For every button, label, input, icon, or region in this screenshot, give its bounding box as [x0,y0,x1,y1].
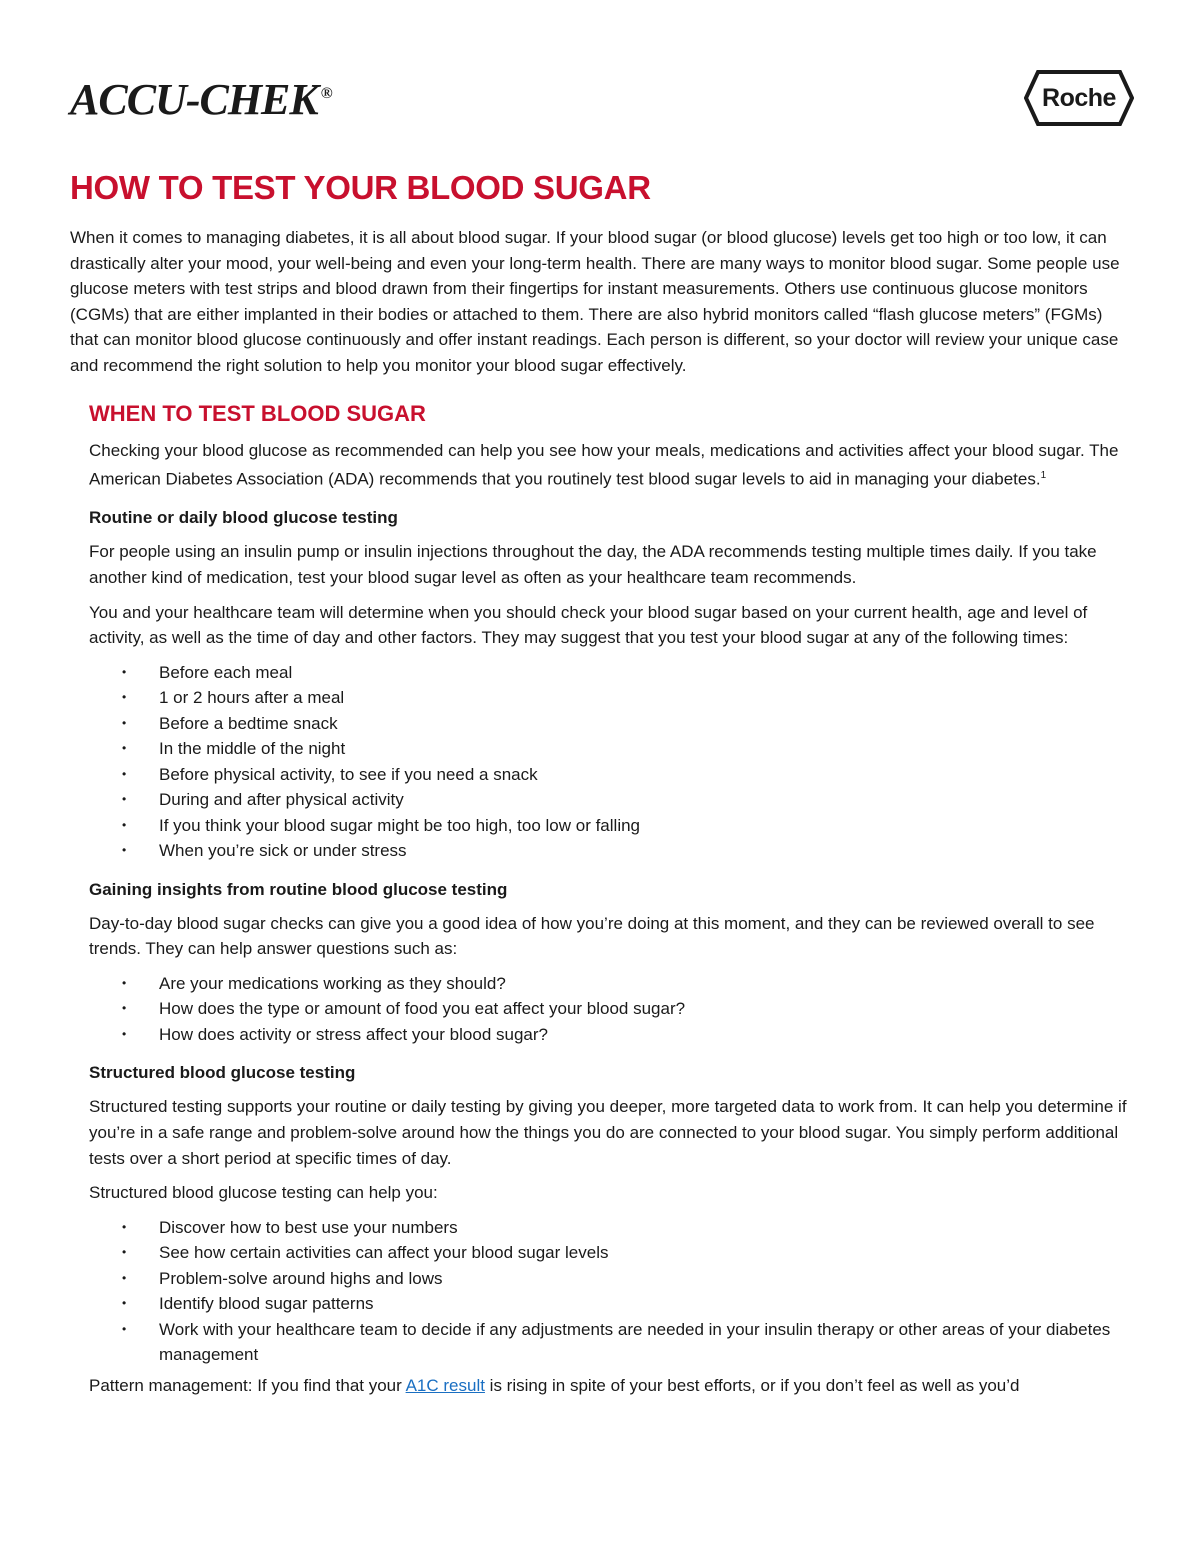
list-item [89,787,1132,813]
insights-heading: Gaining insights from routine blood glucose testing [89,879,508,899]
structured-testing-heading: Structured blood glucose testing [89,1063,356,1083]
bullet-icon: • [122,741,127,756]
bullet-icon: • [122,1001,127,1016]
questions-list [89,971,1132,1048]
bullet-icon: • [122,766,127,781]
list-item-text: If you think your blood sugar might be too high, too low or falling [159,815,641,835]
list-item-text: Work with your healthcare team to decide if any adjustments are needed in your insulin therapy or other areas of your diabetes management [159,1319,1111,1365]
bullet-icon: • [122,817,127,832]
list-item [89,660,1132,686]
list-item [89,736,1132,762]
intro-paragraph: When it comes to managing diabetes, it is all about blood sugar. If your blood sugar (or blood glucose) levels get too high or too low, it can drastically alter your mood, your well-being and even your long-term health. There are many ways to monitor blood sugar. Some people use glucose meters with test strips and blood drawn from their fingertips for instant measurements. Others use continuous glucose monitors (CGMs) that are either implanted in their bodies or attached to them. There are also hybrid monitors called “flash glucose meters” (FGMs) that can monitor blood glucose continuously and offer instant readings. Each person is different, so your doctor will review your unique case and recommend the right solution to help you monitor your blood sugar effectively. [70,228,1120,375]
bullet-icon: • [122,690,127,705]
list-item-text: Before each meal [159,662,293,682]
list-item [89,1022,1132,1048]
list-item-text: 1 or 2 hours after a meal [159,688,345,708]
section-heading: WHEN TO TEST BLOOD SUGAR [89,400,426,426]
list-item-text: When you’re sick or under stress [159,841,407,861]
list-item-text: Discover how to best use your numbers [159,1217,458,1237]
page-title: HOW TO TEST YOUR BLOOD SUGAR [70,169,651,206]
bullet-icon: • [122,1245,127,1260]
roche-logo [1024,70,1134,126]
list-item [89,996,1132,1022]
bullet-icon: • [122,715,127,730]
list-item [89,685,1132,711]
bullet-icon: • [122,664,127,679]
pattern-management-paragraph [89,1373,1132,1399]
accu-chek-logo [70,75,332,124]
list-item [89,813,1132,839]
document-body [70,168,1132,1407]
list-item-text: Identify blood sugar patterns [159,1294,374,1314]
testing-times-list [89,660,1132,864]
list-item-text: How does the type or amount of food you eat affect your blood sugar? [159,999,686,1019]
brand-registered-mark: ® [320,85,332,103]
a1c-result-link[interactable]: A1C result [405,1375,485,1395]
routine-testing-heading: Routine or daily blood glucose testing [89,508,398,528]
list-item-text: In the middle of the night [159,739,346,759]
list-item-text: Are your medications working as they should? [159,973,506,993]
bullet-icon: • [122,792,127,807]
list-item-text: Problem-solve around highs and lows [159,1268,443,1288]
list-item-text: How does activity or stress affect your blood sugar? [159,1024,548,1044]
list-item [89,1266,1132,1292]
brand-name: ACCU-CHEK [70,75,318,124]
list-item [89,762,1132,788]
list-item [89,1240,1132,1266]
list-item-text: Before a bedtime snack [159,713,338,733]
structured-paragraph-1: Structured testing supports your routine or daily testing by giving you deeper, more targeted data to work from. It can help you determine if you’re in a safe range and problem-solve around how the things you do are connected to your blood sugar. You simply perform additional tests over a short period at specific times of day. [89,1097,1127,1168]
list-item [89,838,1132,864]
bullet-icon: • [122,843,127,858]
list-item [89,711,1132,737]
list-item-text: See how certain activities can affect your blood sugar levels [159,1243,609,1263]
bullet-icon: • [122,1321,127,1336]
section-intro-paragraph [89,438,1132,493]
routine-paragraph-2: You and your healthcare team will determine when you should check your blood sugar based on your current health, age and level of activity, as well as the time of day and other factors. They may suggest that you test your blood sugar at any of the following times: [89,602,1088,648]
bullet-icon: • [122,975,127,990]
list-item-text: During and after physical activity [159,790,404,810]
section-intro-text: Checking your blood glucose as recommended can help you see how your meals, medications and activities affect your blood sugar. The American Diabetes Association (ADA) recommends that you routinely test blood sugar levels to aid in managing your diabetes. [89,440,1119,489]
roche-logo-text: Roche [1042,84,1116,112]
footnote-ref: 1 [1040,470,1047,482]
routine-paragraph-1: For people using an insulin pump or insulin injections throughout the day, the ADA recommends testing multiple times daily. If you take another kind of medication, test your blood sugar level as often as your healthcare team recommends. [89,542,1097,587]
structured-paragraph-2: Structured blood glucose testing can help you: [89,1183,438,1203]
list-item [89,1291,1132,1317]
list-item [89,1317,1132,1368]
bullet-icon: • [122,1296,127,1311]
bullet-icon: • [122,1026,127,1041]
list-item-text: Before physical activity, to see if you need a snack [159,764,538,784]
insights-paragraph: Day-to-day blood sugar checks can give you a good idea of how you’re doing at this moment, and they can be reviewed overall to see trends. They can help answer questions such as: [89,913,1095,959]
pattern-text-before: Pattern management: If you find that your [89,1375,406,1395]
list-item [89,971,1132,997]
benefits-list [89,1215,1132,1368]
pattern-text-after: is rising in spite of your best efforts, or if you don’t feel as well as you’d [484,1375,1020,1395]
list-item [89,1215,1132,1241]
when-to-test-section [89,399,1132,1399]
bullet-icon: • [122,1270,127,1285]
bullet-icon: • [122,1219,127,1234]
